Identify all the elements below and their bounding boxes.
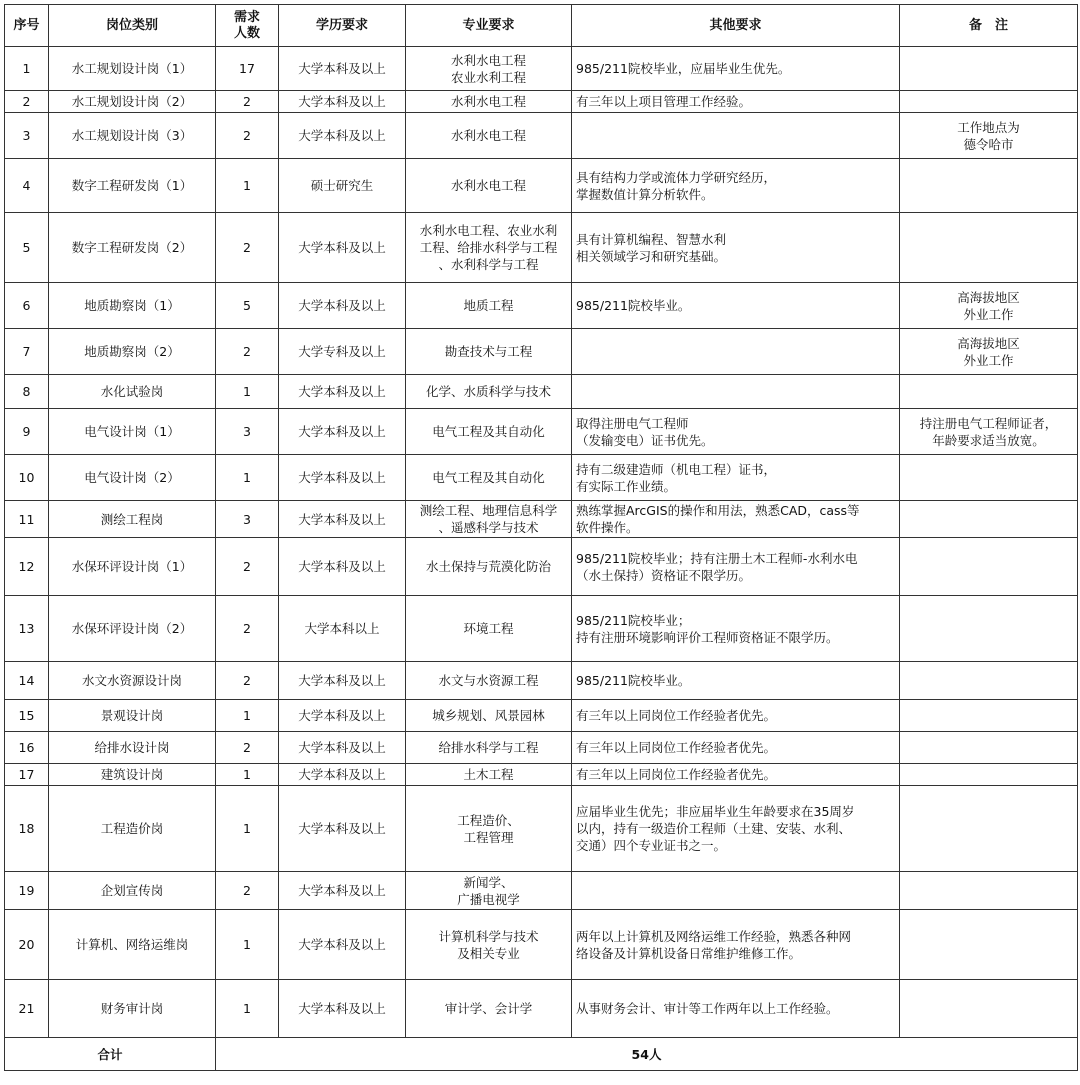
- cell-post: 水文水资源设计岗: [49, 662, 216, 700]
- cell-seq: 13: [5, 596, 49, 662]
- cell-post: 建筑设计岗: [49, 764, 216, 786]
- cell-count: 2: [216, 538, 279, 596]
- cell-remark: 高海拔地区 外业工作: [900, 283, 1078, 329]
- cell-major: 给排水科学与工程: [406, 732, 572, 764]
- cell-post: 景观设计岗: [49, 700, 216, 732]
- table-row: [5, 159, 1078, 213]
- header-count: 需求 人数: [216, 5, 279, 47]
- cell-seq: 4: [5, 159, 49, 213]
- cell-seq: 18: [5, 786, 49, 872]
- cell-post: 地质勘察岗（2）: [49, 329, 216, 375]
- cell-other: 熟练掌握ArcGIS的操作和用法，熟悉CAD，cass等 软件操作。: [572, 501, 900, 538]
- table-row: [5, 213, 1078, 283]
- cell-remark: 持注册电气工程师证者， 年龄要求适当放宽。: [900, 409, 1078, 455]
- cell-seq: 20: [5, 910, 49, 980]
- cell-major: 土木工程: [406, 764, 572, 786]
- cell-count: 1: [216, 764, 279, 786]
- cell-major: 工程造价、 工程管理: [406, 786, 572, 872]
- table-row: [5, 538, 1078, 596]
- cell-other: 有三年以上同岗位工作经验者优先。: [572, 700, 900, 732]
- table-row: [5, 501, 1078, 538]
- cell-education: 大学本科及以上: [279, 700, 406, 732]
- cell-education: 大学本科及以上: [279, 910, 406, 980]
- cell-post: 计算机、网络运维岗: [49, 910, 216, 980]
- cell-count: 2: [216, 872, 279, 910]
- table-row: [5, 732, 1078, 764]
- table-row: [5, 409, 1078, 455]
- cell-count: 1: [216, 375, 279, 409]
- cell-seq: 2: [5, 91, 49, 113]
- cell-remark: [900, 786, 1078, 872]
- cell-remark: [900, 375, 1078, 409]
- cell-seq: 3: [5, 113, 49, 159]
- cell-seq: 21: [5, 980, 49, 1038]
- cell-education: 硕士研究生: [279, 159, 406, 213]
- cell-major: 电气工程及其自动化: [406, 455, 572, 501]
- cell-remark: [900, 159, 1078, 213]
- cell-seq: 16: [5, 732, 49, 764]
- table-row: [5, 113, 1078, 159]
- cell-other: 取得注册电气工程师 （发输变电）证书优先。: [572, 409, 900, 455]
- cell-post: 水工规划设计岗（2）: [49, 91, 216, 113]
- cell-remark: [900, 455, 1078, 501]
- cell-seq: 15: [5, 700, 49, 732]
- cell-remark: [900, 764, 1078, 786]
- cell-major: 勘查技术与工程: [406, 329, 572, 375]
- total-label: 合计: [5, 1038, 216, 1071]
- cell-other: 985/211院校毕业。: [572, 662, 900, 700]
- cell-post: 水工规划设计岗（1）: [49, 47, 216, 91]
- cell-post: 给排水设计岗: [49, 732, 216, 764]
- cell-seq: 5: [5, 213, 49, 283]
- table-row: [5, 700, 1078, 732]
- cell-education: 大学本科及以上: [279, 283, 406, 329]
- cell-count: 3: [216, 409, 279, 455]
- table-row: [5, 596, 1078, 662]
- cell-count: 3: [216, 501, 279, 538]
- cell-other: 两年以上计算机及网络运维工作经验，熟悉各种网 络设备及计算机设备日常维护维修工作。: [572, 910, 900, 980]
- cell-other: 持有二级建造师（机电工程）证书， 有实际工作业绩。: [572, 455, 900, 501]
- cell-major: 地质工程: [406, 283, 572, 329]
- cell-other: 有三年以上同岗位工作经验者优先。: [572, 764, 900, 786]
- table-row: [5, 455, 1078, 501]
- table-row: [5, 764, 1078, 786]
- cell-post: 数字工程研发岗（2）: [49, 213, 216, 283]
- cell-remark: [900, 47, 1078, 91]
- cell-major: 计算机科学与技术 及相关专业: [406, 910, 572, 980]
- cell-major: 水利水电工程: [406, 91, 572, 113]
- cell-post: 水保环评设计岗（1）: [49, 538, 216, 596]
- cell-count: 1: [216, 159, 279, 213]
- header-seq: 序号: [5, 5, 49, 47]
- cell-major: 环境工程: [406, 596, 572, 662]
- recruitment-table: [4, 4, 1078, 1071]
- cell-education: 大学专科及以上: [279, 329, 406, 375]
- cell-remark: [900, 662, 1078, 700]
- cell-post: 地质勘察岗（1）: [49, 283, 216, 329]
- cell-seq: 7: [5, 329, 49, 375]
- cell-count: 2: [216, 329, 279, 375]
- cell-post: 电气设计岗（2）: [49, 455, 216, 501]
- cell-post: 测绘工程岗: [49, 501, 216, 538]
- cell-count: 2: [216, 596, 279, 662]
- cell-other: [572, 329, 900, 375]
- cell-remark: [900, 732, 1078, 764]
- cell-post: 财务审计岗: [49, 980, 216, 1038]
- cell-seq: 6: [5, 283, 49, 329]
- cell-seq: 14: [5, 662, 49, 700]
- header-row: [5, 5, 1078, 47]
- cell-count: 2: [216, 213, 279, 283]
- header-education: 学历要求: [279, 5, 406, 47]
- table-body: [5, 47, 1078, 1038]
- cell-seq: 11: [5, 501, 49, 538]
- cell-education: 大学本科及以上: [279, 91, 406, 113]
- table-row: [5, 47, 1078, 91]
- total-value: 54人: [216, 1038, 1078, 1071]
- cell-major: 新闻学、 广播电视学: [406, 872, 572, 910]
- cell-other: 应届毕业生优先；非应届毕业生年龄要求在35周岁 以内，持有一级造价工程师（土建、安装、水利、 交通）四个专业证书之一。: [572, 786, 900, 872]
- cell-seq: 1: [5, 47, 49, 91]
- cell-count: 1: [216, 980, 279, 1038]
- total-row: [5, 1038, 1078, 1071]
- cell-other: 985/211院校毕业； 持有注册环境影响评价工程师资格证不限学历。: [572, 596, 900, 662]
- cell-education: 大学本科及以上: [279, 409, 406, 455]
- cell-post: 工程造价岗: [49, 786, 216, 872]
- cell-seq: 12: [5, 538, 49, 596]
- cell-post: 企划宣传岗: [49, 872, 216, 910]
- cell-post: 水保环评设计岗（2）: [49, 596, 216, 662]
- cell-remark: [900, 538, 1078, 596]
- cell-other: 985/211院校毕业。: [572, 283, 900, 329]
- cell-other: [572, 375, 900, 409]
- cell-education: 大学本科及以上: [279, 375, 406, 409]
- cell-education: 大学本科及以上: [279, 662, 406, 700]
- cell-other: 有三年以上项目管理工作经验。: [572, 91, 900, 113]
- cell-major: 水利水电工程: [406, 159, 572, 213]
- table-row: [5, 329, 1078, 375]
- cell-remark: [900, 980, 1078, 1038]
- cell-major: 水利水电工程 农业水利工程: [406, 47, 572, 91]
- cell-count: 2: [216, 91, 279, 113]
- cell-major: 水土保持与荒漠化防治: [406, 538, 572, 596]
- cell-remark: [900, 910, 1078, 980]
- cell-education: 大学本科及以上: [279, 47, 406, 91]
- header-other: 其他要求: [572, 5, 900, 47]
- cell-remark: [900, 91, 1078, 113]
- header-post: 岗位类别: [49, 5, 216, 47]
- cell-seq: 17: [5, 764, 49, 786]
- header-major: 专业要求: [406, 5, 572, 47]
- cell-education: 大学本科以上: [279, 596, 406, 662]
- cell-post: 电气设计岗（1）: [49, 409, 216, 455]
- table-row: [5, 980, 1078, 1038]
- cell-other: [572, 872, 900, 910]
- cell-other: 985/211院校毕业，应届毕业生优先。: [572, 47, 900, 91]
- cell-remark: [900, 596, 1078, 662]
- cell-education: 大学本科及以上: [279, 113, 406, 159]
- cell-count: 1: [216, 786, 279, 872]
- cell-education: 大学本科及以上: [279, 980, 406, 1038]
- cell-education: 大学本科及以上: [279, 764, 406, 786]
- cell-education: 大学本科及以上: [279, 213, 406, 283]
- table-row: [5, 283, 1078, 329]
- cell-education: 大学本科及以上: [279, 872, 406, 910]
- cell-remark: [900, 872, 1078, 910]
- cell-count: 1: [216, 455, 279, 501]
- table-row: [5, 910, 1078, 980]
- table-row: [5, 91, 1078, 113]
- cell-education: 大学本科及以上: [279, 786, 406, 872]
- cell-other: 从事财务会计、审计等工作两年以上工作经验。: [572, 980, 900, 1038]
- cell-remark: [900, 700, 1078, 732]
- cell-major: 电气工程及其自动化: [406, 409, 572, 455]
- cell-count: 2: [216, 732, 279, 764]
- cell-post: 水化试验岗: [49, 375, 216, 409]
- cell-post: 数字工程研发岗（1）: [49, 159, 216, 213]
- cell-count: 1: [216, 700, 279, 732]
- cell-major: 化学、水质科学与技术: [406, 375, 572, 409]
- cell-seq: 8: [5, 375, 49, 409]
- cell-seq: 19: [5, 872, 49, 910]
- cell-education: 大学本科及以上: [279, 501, 406, 538]
- cell-count: 1: [216, 910, 279, 980]
- cell-other: 985/211院校毕业；持有注册土木工程师-水利水电 （水土保持）资格证不限学历。: [572, 538, 900, 596]
- header-remark: 备 注: [900, 5, 1078, 47]
- table-row: [5, 375, 1078, 409]
- cell-remark: [900, 213, 1078, 283]
- cell-remark: [900, 501, 1078, 538]
- cell-count: 5: [216, 283, 279, 329]
- cell-other: 具有结构力学或流体力学研究经历， 掌握数值计算分析软件。: [572, 159, 900, 213]
- cell-education: 大学本科及以上: [279, 732, 406, 764]
- table-row: [5, 662, 1078, 700]
- cell-education: 大学本科及以上: [279, 455, 406, 501]
- cell-major: 水文与水资源工程: [406, 662, 572, 700]
- table-row: [5, 786, 1078, 872]
- cell-seq: 9: [5, 409, 49, 455]
- cell-post: 水工规划设计岗（3）: [49, 113, 216, 159]
- cell-count: 17: [216, 47, 279, 91]
- cell-other: 有三年以上同岗位工作经验者优先。: [572, 732, 900, 764]
- cell-remark: 高海拔地区 外业工作: [900, 329, 1078, 375]
- cell-count: 2: [216, 113, 279, 159]
- cell-major: 测绘工程、地理信息科学 、遥感科学与技术: [406, 501, 572, 538]
- cell-education: 大学本科及以上: [279, 538, 406, 596]
- cell-other: 具有计算机编程、智慧水利 相关领域学习和研究基础。: [572, 213, 900, 283]
- cell-major: 水利水电工程: [406, 113, 572, 159]
- cell-major: 城乡规划、风景园林: [406, 700, 572, 732]
- cell-seq: 10: [5, 455, 49, 501]
- cell-remark: 工作地点为 德令哈市: [900, 113, 1078, 159]
- cell-major: 水利水电工程、农业水利 工程、给排水科学与工程 、水利科学与工程: [406, 213, 572, 283]
- cell-other: [572, 113, 900, 159]
- table-row: [5, 872, 1078, 910]
- cell-major: 审计学、会计学: [406, 980, 572, 1038]
- cell-count: 2: [216, 662, 279, 700]
